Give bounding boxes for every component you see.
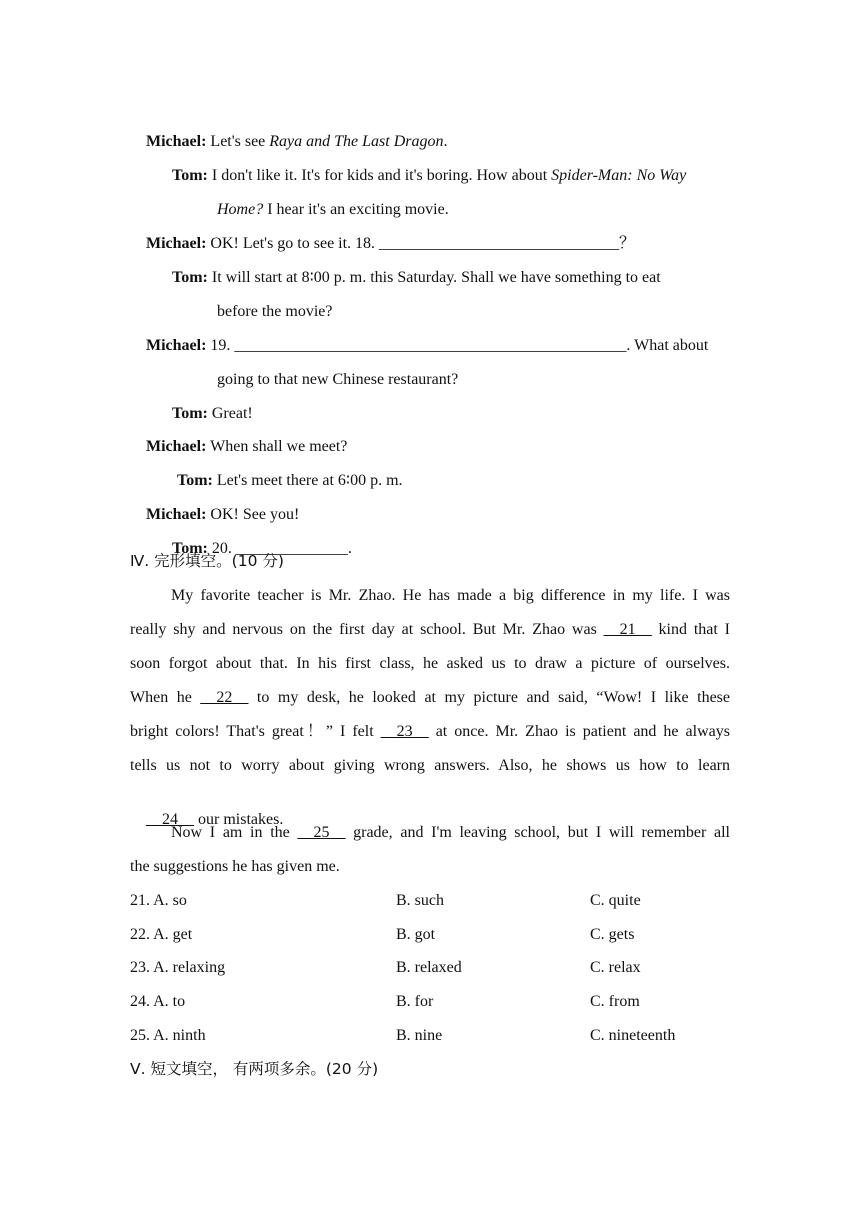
movie-title: Home? [217,201,264,218]
option-c: C. from [590,993,640,1010]
option-a: 21. A. so [130,892,187,909]
speaker-label: Tom: [172,405,208,422]
blank-24: __24__ [146,811,194,828]
option-b: B. such [396,892,444,909]
blank-22: __22__ [200,689,249,706]
section-heading-fill-in: Ⅴ. 短文填空， 有两项多余。(20 分) [130,1060,379,1078]
option-c: C. quite [590,892,641,909]
line-text: It will start at 8∶00 p. m. this Saturday. Shall we have something to eat [207,269,661,286]
section-heading-cloze: Ⅳ. 完形填空。(10 分) [130,552,284,570]
option-c: C. gets [590,926,635,943]
passage-line [130,688,730,708]
passage-text: kind that I [651,621,731,638]
option-a: 22. A. get [130,926,193,943]
line-text: going to that new Chinese restaurant? [217,371,459,388]
option-b: B. nine [396,1027,443,1044]
line-text: Great! [207,405,253,422]
speaker-label: Michael: [146,506,207,523]
speaker-label: Michael: [146,133,207,150]
passage-line [130,722,730,742]
option-a: 25. A. ninth [130,1027,206,1044]
speaker-label: Michael: [146,235,207,252]
line-text: before the movie? [217,303,333,320]
blank-21: __21__ [603,621,652,638]
option-b: B. relaxed [396,959,462,976]
line-text: OK! See you! [206,506,300,523]
option-a: 24. A. to [130,993,186,1010]
passage-text: bright colors! That's great！” I felt [130,723,381,740]
speaker-label: Tom: [172,167,208,184]
passage-text: When he [130,689,201,706]
movie-title: Raya and The Last Dragon [269,133,444,150]
line-text: I don't like it. It's for kids and it's boring. How about [207,167,552,184]
passage-text: to my desk, he looked at my picture and said, “Wow! I like these [248,689,730,706]
passage-text: really shy and nervous on the first day at school. But Mr. Zhao was [130,621,604,638]
speaker-label: Tom: [172,269,208,286]
passage-text: our mistakes. [194,811,284,828]
line-text: I hear it's an exciting movie. [263,201,449,218]
option-c: C. nineteenth [590,1027,676,1044]
speaker-label: Michael: [146,438,207,455]
option-a: 23. A. relaxing [130,959,226,976]
passage-line: My favorite teacher is Mr. Zhao. He has made a big difference in my life. I was [171,587,730,604]
blank-18: OK! Let's go to see it. 18. ______________________________？ [206,235,636,252]
option-b: B. got [396,926,436,943]
movie-title: Spider-Man: No Way [551,167,687,184]
speaker-label: Tom: [172,540,208,557]
blank-19: 19. _________________________________________________. What about [206,337,709,354]
line-text: Let's see [206,133,270,150]
blank-25: __25__ [297,824,346,841]
passage-line [171,823,730,843]
option-b: B. for [396,993,434,1010]
line-text: When shall we meet? [206,438,348,455]
option-c: C. relax [590,959,641,976]
line-text: Let's meet there at 6∶00 p. m. [212,472,403,489]
passage-text: grade, and I'm leaving school, but I will remember all [345,824,730,841]
passage-line: soon forgot about that. In his first class, he asked us to draw a picture of ourselves. [130,655,730,672]
passage-line: tells us not to worry about giving wrong answers. Also, he shows us how to learn [130,757,730,774]
blank-20: 20. ______________. [207,540,352,557]
speaker-label: Michael: [146,337,207,354]
passage-line [130,620,730,640]
blank-23: __23__ [380,723,429,740]
passage-text: at once. Mr. Zhao is patient and he always [428,723,730,740]
speaker-label: Tom: [177,472,213,489]
passage-line: the suggestions he has given me. [130,858,340,875]
line-text-end: . [443,133,448,150]
passage-text: Now I am in the [171,824,298,841]
